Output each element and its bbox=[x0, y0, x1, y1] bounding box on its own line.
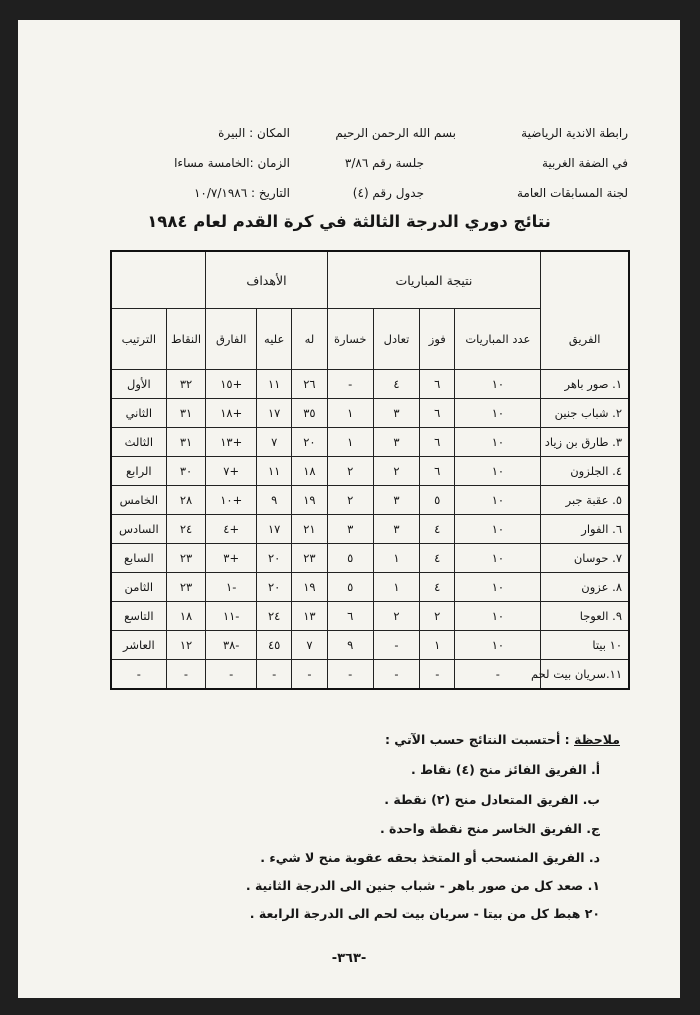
rank-cell: السابع bbox=[111, 544, 166, 573]
goals-against-cell: ١١ bbox=[257, 370, 292, 399]
rank-cell: التاسع bbox=[111, 602, 166, 631]
place: المكان : البيرة bbox=[218, 126, 290, 140]
played-cell: ١٠ bbox=[455, 573, 541, 602]
goals-for-cell: ٢٣ bbox=[292, 544, 327, 573]
goal-diff-cell: +١٣ bbox=[206, 428, 257, 457]
table-row bbox=[111, 486, 629, 515]
losses-cell: ٢ bbox=[327, 457, 373, 486]
draws-cell: ١ bbox=[373, 544, 419, 573]
draws-cell: ٣ bbox=[373, 399, 419, 428]
matches-group-header: نتيجة المباريات bbox=[327, 251, 541, 309]
page-number: -٣٦٣- bbox=[331, 951, 367, 966]
team-cell: ١١.سريان بيت لحم bbox=[541, 660, 629, 690]
points-cell: ١٢ bbox=[166, 631, 206, 660]
draws-cell: ٣ bbox=[373, 515, 419, 544]
team-cell: ٧. حوسان bbox=[541, 544, 629, 573]
played-cell: ١٠ bbox=[455, 399, 541, 428]
goal-diff-cell: +٧ bbox=[206, 457, 257, 486]
rank-cell: العاشر bbox=[111, 631, 166, 660]
table-row bbox=[111, 544, 629, 573]
wins-cell: ١ bbox=[420, 631, 455, 660]
col-team: الفريق bbox=[541, 309, 629, 370]
losses-cell: ١ bbox=[327, 399, 373, 428]
col-rank: الترتيب bbox=[111, 309, 166, 370]
goal-diff-cell: +١٨ bbox=[206, 399, 257, 428]
wins-cell: ٦ bbox=[420, 399, 455, 428]
wins-cell: ٦ bbox=[420, 457, 455, 486]
org-committee: لجنة المسابقات العامة bbox=[516, 186, 628, 200]
goals-for-cell: ٧ bbox=[292, 631, 327, 660]
goals-for-cell: - bbox=[292, 660, 327, 690]
wins-cell: - bbox=[420, 660, 455, 690]
losses-cell: ٢ bbox=[327, 486, 373, 515]
losses-cell: ٥ bbox=[327, 544, 373, 573]
note-item: ج. الفريق الخاسر منح نقطة واحدة . bbox=[379, 821, 600, 836]
wins-cell: ٤ bbox=[420, 544, 455, 573]
played-cell: ١٠ bbox=[455, 370, 541, 399]
draws-cell: ٣ bbox=[373, 486, 419, 515]
losses-cell: - bbox=[327, 370, 373, 399]
goal-diff-cell: +٣ bbox=[206, 544, 257, 573]
goals-against-cell: - bbox=[257, 660, 292, 690]
goals-against-cell: ٢٠ bbox=[257, 573, 292, 602]
goals-against-cell: ٩ bbox=[257, 486, 292, 515]
goals-for-cell: ٢٦ bbox=[292, 370, 327, 399]
played-cell: ١٠ bbox=[455, 428, 541, 457]
losses-cell: - bbox=[327, 660, 373, 690]
wins-cell: ٥ bbox=[420, 486, 455, 515]
col-played: عدد المباريات bbox=[455, 309, 541, 370]
rank-cell: الثاني bbox=[111, 399, 166, 428]
goals-for-cell: ١٩ bbox=[292, 573, 327, 602]
ranking-group-header bbox=[111, 251, 206, 309]
notes-label: ملاحظة bbox=[574, 732, 620, 747]
team-cell: ٤. الجلزون bbox=[541, 457, 629, 486]
wins-cell: ٤ bbox=[420, 515, 455, 544]
rank-cell: الخامس bbox=[111, 486, 166, 515]
goal-diff-cell: +٤ bbox=[206, 515, 257, 544]
col-goals-against: عليه bbox=[257, 309, 292, 370]
table-row bbox=[111, 631, 629, 660]
time: الزمان :الخامسة مساءا bbox=[174, 156, 290, 170]
played-cell: ١٠ bbox=[455, 486, 541, 515]
rank-cell: الأول bbox=[111, 370, 166, 399]
goals-against-cell: ٤٥ bbox=[257, 631, 292, 660]
played-cell: - bbox=[455, 660, 541, 690]
played-cell: ١٠ bbox=[455, 515, 541, 544]
table-row bbox=[111, 399, 629, 428]
team-cell: ٣. طارق بن زياد bbox=[541, 428, 629, 457]
team-cell: ١. صور باهر bbox=[541, 370, 629, 399]
page-title: نتائج دوري الدرجة الثالثة في كرة القدم لعام ١٩٨٤ bbox=[147, 212, 551, 231]
draws-cell: ٢ bbox=[373, 602, 419, 631]
date: التاريخ : ١٠/٧/١٩٨٦ bbox=[193, 186, 290, 200]
draws-cell: ٣ bbox=[373, 428, 419, 457]
draws-cell: ٢ bbox=[373, 457, 419, 486]
goals-against-cell: ١٧ bbox=[257, 399, 292, 428]
points-cell: ٣١ bbox=[166, 428, 206, 457]
goal-diff-cell: -١ bbox=[206, 573, 257, 602]
played-cell: ١٠ bbox=[455, 631, 541, 660]
points-cell: ٢٨ bbox=[166, 486, 206, 515]
wins-cell: ٦ bbox=[420, 370, 455, 399]
note-item: د. الفريق المنسحب أو المتخذ بحقه عقوبة منح لا شيء . bbox=[260, 850, 600, 865]
goal-diff-cell: +١٥ bbox=[206, 370, 257, 399]
wins-cell: ٢ bbox=[420, 602, 455, 631]
table-row bbox=[111, 370, 629, 399]
losses-cell: ٦ bbox=[327, 602, 373, 631]
goal-diff-cell: -١١ bbox=[206, 602, 257, 631]
losses-cell: ٩ bbox=[327, 631, 373, 660]
points-cell: ٣٠ bbox=[166, 457, 206, 486]
team-header-top bbox=[541, 251, 629, 309]
note-item: أ. الفريق الفائز منح (٤) نقاط . bbox=[410, 762, 600, 777]
document-page bbox=[18, 20, 680, 998]
points-cell: ٢٣ bbox=[166, 573, 206, 602]
team-cell: ٨. عزون bbox=[541, 573, 629, 602]
points-cell: ٣١ bbox=[166, 399, 206, 428]
goal-diff-cell: - bbox=[206, 660, 257, 690]
table-row bbox=[111, 660, 629, 690]
team-cell: ٩. العوجا bbox=[541, 602, 629, 631]
note-item: ب. الفريق المتعادل منح (٢) نقطة . bbox=[384, 792, 600, 807]
table-row bbox=[111, 515, 629, 544]
goal-diff-cell: +١٠ bbox=[206, 486, 257, 515]
team-cell: ٦. الفوار bbox=[541, 515, 629, 544]
rank-cell: الثالث bbox=[111, 428, 166, 457]
rank-cell: - bbox=[111, 660, 166, 690]
col-draws: تعادل bbox=[373, 309, 419, 370]
losses-cell: ٣ bbox=[327, 515, 373, 544]
points-cell: ٢٤ bbox=[166, 515, 206, 544]
note-item: ١. صعد كل من صور باهر - شباب جنين الى الدرجة الثانية . bbox=[245, 878, 600, 893]
note-item: ٢٠ هبط كل من بيتا - سريان بيت لحم الى الدرجة الرابعة . bbox=[249, 906, 600, 921]
table-row bbox=[111, 573, 629, 602]
rank-cell: السادس bbox=[111, 515, 166, 544]
basmala: بسم الله الرحمن الرحيم bbox=[335, 126, 456, 140]
table-row bbox=[111, 428, 629, 457]
rank-cell: الثامن bbox=[111, 573, 166, 602]
col-losses: خسارة bbox=[327, 309, 373, 370]
rank-cell: الرابع bbox=[111, 457, 166, 486]
table-number: جدول رقم (٤) bbox=[352, 186, 424, 200]
goal-diff-cell: -٣٨ bbox=[206, 631, 257, 660]
col-wins: فوز bbox=[420, 309, 455, 370]
goals-for-cell: ٢٠ bbox=[292, 428, 327, 457]
draws-cell: - bbox=[373, 631, 419, 660]
played-cell: ١٠ bbox=[455, 544, 541, 573]
table-row bbox=[111, 457, 629, 486]
team-cell: ٢. شباب جنين bbox=[541, 399, 629, 428]
goals-for-cell: ٢١ bbox=[292, 515, 327, 544]
points-cell: ٣٢ bbox=[166, 370, 206, 399]
goals-group-header: الأهداف bbox=[206, 251, 327, 309]
notes-intro: : أحتسبت النتائج حسب الآتي : bbox=[384, 732, 570, 747]
losses-cell: ١ bbox=[327, 428, 373, 457]
col-goal-diff: الفارق bbox=[206, 309, 257, 370]
draws-cell: ٤ bbox=[373, 370, 419, 399]
goals-against-cell: ٢٠ bbox=[257, 544, 292, 573]
team-cell: ٥. عقبة جبر bbox=[541, 486, 629, 515]
org-region: في الضفة الغربية bbox=[541, 156, 628, 170]
draws-cell: ١ bbox=[373, 573, 419, 602]
goals-for-cell: ٣٥ bbox=[292, 399, 327, 428]
team-cell: ١٠ بيتا bbox=[541, 631, 629, 660]
played-cell: ١٠ bbox=[455, 602, 541, 631]
goals-against-cell: ٧ bbox=[257, 428, 292, 457]
col-goals-for: له bbox=[292, 309, 327, 370]
goals-against-cell: ١١ bbox=[257, 457, 292, 486]
losses-cell: ٥ bbox=[327, 573, 373, 602]
wins-cell: ٤ bbox=[420, 573, 455, 602]
played-cell: ١٠ bbox=[455, 457, 541, 486]
col-points: النقاط bbox=[166, 309, 206, 370]
points-cell: ٢٣ bbox=[166, 544, 206, 573]
points-cell: ١٨ bbox=[166, 602, 206, 631]
org-name: رابطة الاندية الرياضية bbox=[521, 126, 628, 140]
goals-for-cell: ١٣ bbox=[292, 602, 327, 631]
goals-for-cell: ١٨ bbox=[292, 457, 327, 486]
points-cell: - bbox=[166, 660, 206, 690]
results-table bbox=[110, 250, 630, 690]
goals-against-cell: ١٧ bbox=[257, 515, 292, 544]
table-row bbox=[111, 602, 629, 631]
session-number: جلسة رقم ٣/٨٦ bbox=[344, 156, 424, 170]
notes-heading bbox=[385, 732, 620, 747]
wins-cell: ٦ bbox=[420, 428, 455, 457]
goals-against-cell: ٢٤ bbox=[257, 602, 292, 631]
draws-cell: - bbox=[373, 660, 419, 690]
goals-for-cell: ١٩ bbox=[292, 486, 327, 515]
